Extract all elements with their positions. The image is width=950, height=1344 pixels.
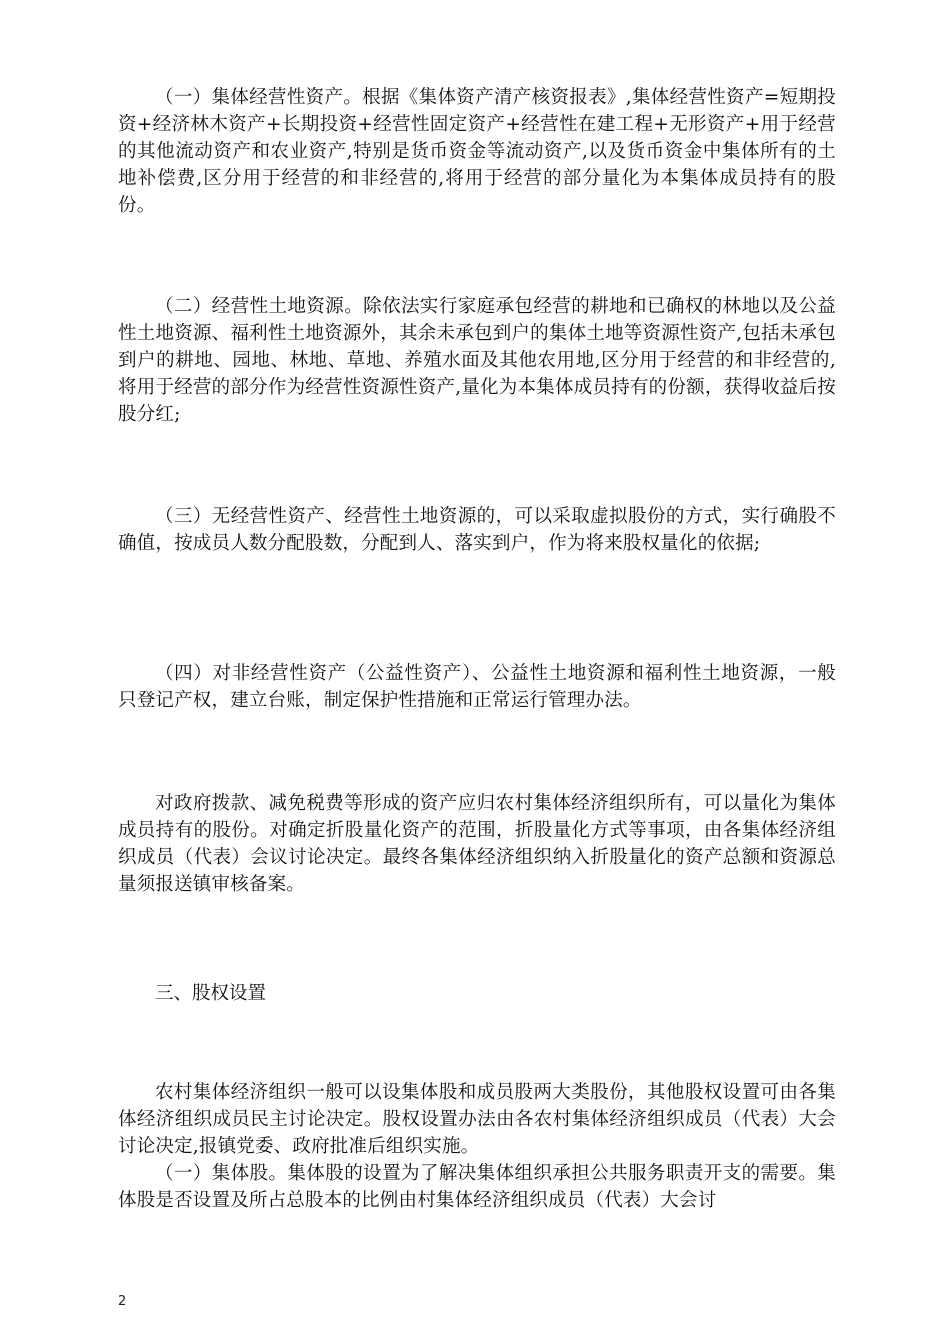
section-heading: 三、股权设置 [155, 983, 267, 1004]
paragraph-operating-land-resources: （二）经营性土地资源。除依法实行家庭承包经营的耕地和已确权的林地以及公益性土地资源、福利性土地资源外，其余未承包到户的集体土地等资源性资产,包括未承包到户的耕地、园地、林地、草地、养殖水面及其他农用地,区分用于经营的和非经营的,将用于经营的部分作为经营性资源性资产,量化为本集体成员持有的份额，获得收益后按股分红; [118, 296, 836, 425]
paragraph-government-funds: 对政府拨款、减免税费等形成的资产应归农村集体经济组织所有，可以量化为集体成员持有的股份。对确定折股量化资产的范围，折股量化方式等事项，由各集体经济组织成员（代表）会议讨论决定。最终各集体经济组织纳入折股量化的资产总额和资源总量须报送镇审核备案。 [118, 793, 836, 895]
paragraph-collective-operating-assets: （一）集体经营性资产。根据《集体资产清产核资报表》,集体经营性资产=短期投资+经济林木资产+长期投资+经营性固定资产+经营性在建工程+无形资产+用于经营的其他流动资产和农业资产,特别是货币资金等流动资产,以及货币资金中集体所有的土地补偿费,区分用于经营的和非经营的,将用于经营的部分量化为本集体成员持有的股份。 [118, 87, 836, 216]
paragraph-collective-share: （一）集体股。集体股的设置为了解决集体组织承担公共服务职责开支的需要。集体股是否设置及所占总股本的比例由村集体经济组织成员（代表）大会讨 [118, 1163, 836, 1211]
paragraph-virtual-shares: （三）无经营性资产、经营性土地资源的，可以采取虚拟股份的方式，实行确股不确值，按成员人数分配股数，分配到人、落实到户，作为将来股权量化的依据; [118, 506, 836, 554]
page-number: 2 [118, 1294, 127, 1309]
paragraph-non-operating-assets: （四）对非经营性资产（公益性资产）、公益性土地资源和福利性土地资源，一般只登记产权，建立台账，制定保护性措施和正常运行管理办法。 [118, 663, 836, 711]
paragraph-share-types: 农村集体经济组织一般可以设集体股和成员股两大类股份，其他股权设置可由各集体经济组织成员民主讨论决定。股权设置办法由各农村集体经济组织成员（代表）大会讨论决定,报镇党委、政府批准后组织实施。 [118, 1082, 836, 1157]
